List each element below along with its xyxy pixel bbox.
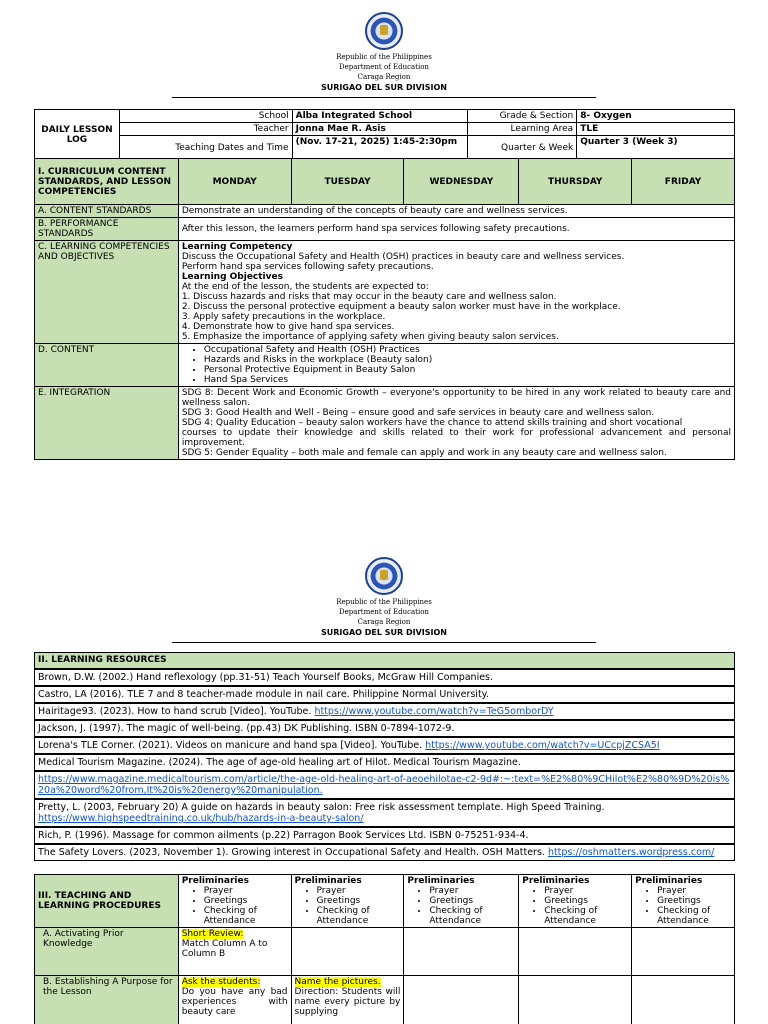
procedures-heading: III. TEACHING AND LEARNING PROCEDURES bbox=[35, 875, 179, 928]
day-wednesday: WEDNESDAY bbox=[404, 159, 519, 205]
prelim-item: • Greetings bbox=[204, 896, 288, 906]
prelim-thursday bbox=[519, 875, 632, 928]
reference-text: Jackson, J. (1997). The magic of well-being. (pp.43) DK Publishing. ISBN 0-7894-1072-9. bbox=[38, 723, 455, 734]
prelim-title: Preliminaries bbox=[522, 876, 590, 886]
reference-item bbox=[34, 720, 735, 737]
reference-text: The Safety Lovers. (2023, November 1). Growing interest in Occupational Safety and Health. OSH Matters. bbox=[38, 847, 548, 858]
performance-standards-label: B. PERFORMANCE STANDARDS bbox=[35, 218, 179, 241]
deped-seal-icon bbox=[365, 557, 403, 595]
content-item: • Occupational Safety and Health (OSH) Practices bbox=[204, 345, 731, 355]
prelim-item: • Prayer bbox=[429, 886, 515, 896]
reference-item bbox=[34, 827, 735, 844]
page2-header bbox=[0, 557, 768, 643]
prelim-title: Preliminaries bbox=[181, 876, 249, 886]
curriculum-table bbox=[34, 158, 735, 460]
objectives-title: Learning Objectives bbox=[181, 272, 283, 282]
competencies-label: C. LEARNING COMPETENCIES AND OBJECTIVES bbox=[35, 241, 179, 344]
integration-line: courses to update their knowledge and skills related to their work for professional advancement and personal improvement. bbox=[181, 428, 731, 448]
teacher-label: Teacher bbox=[119, 123, 292, 136]
establishing-friday bbox=[632, 976, 735, 1024]
prelim-item: • Prayer bbox=[544, 886, 628, 896]
procedures-table bbox=[34, 874, 735, 1024]
section1-heading: I. CURRICULUM CONTENT STANDARDS, AND LESSON COMPETENCIES bbox=[35, 159, 179, 205]
area-value: TLE bbox=[577, 123, 735, 136]
reference-text: Rich, P. (1996). Massage for common ailments (p.22) Parragon Book Services Ltd. ISBN 0-75251-934-4. bbox=[38, 830, 529, 841]
content-standards-text: Demonstrate an understanding of the concepts of beauty care and wellness services. bbox=[178, 205, 734, 218]
prelim-title: Preliminaries bbox=[294, 876, 362, 886]
competency-line: Discuss the Occupational Safety and Health (OSH) practices in beauty care and wellness services. bbox=[181, 252, 625, 262]
reference-item bbox=[34, 686, 735, 703]
establishing-thursday bbox=[519, 976, 632, 1024]
short-review-label: Short Review: bbox=[181, 929, 244, 939]
department-line: Department of Education bbox=[339, 63, 429, 71]
department-line: Department of Education bbox=[339, 608, 429, 616]
day-monday: MONDAY bbox=[178, 159, 291, 205]
prelim-item: • Greetings bbox=[317, 896, 401, 906]
reference-text: Pretty, L. (2003, February 20) A guide on hazards in beauty salon: Free risk assessment template. High Speed Training. bbox=[38, 802, 605, 813]
name-pictures-text: Direction: Students will name every picture by supplying bbox=[294, 987, 401, 1017]
prelim-friday bbox=[632, 875, 735, 928]
prelim-monday bbox=[178, 875, 291, 928]
integration-label: E. INTEGRATION bbox=[35, 387, 179, 460]
prelim-title: Preliminaries bbox=[407, 876, 475, 886]
reference-link[interactable]: https://oshmatters.wordpress.com/ bbox=[547, 847, 715, 858]
reference-text: Lorena's TLE Corner. (2021). Videos on manicure and hand spa [Video]. YouTube. bbox=[38, 740, 426, 751]
establishing-monday bbox=[178, 976, 291, 1024]
content-standards-label: A. CONTENT STANDARDS bbox=[35, 205, 179, 218]
republic-line: Republic of the Philippines bbox=[336, 53, 432, 61]
reference-text: Castro, LA (2016). TLE 7 and 8 teacher-made module in nail care. Philippine Normal University. bbox=[38, 689, 489, 700]
page1-header bbox=[0, 12, 768, 98]
establishing-tuesday bbox=[291, 976, 404, 1024]
header-divider bbox=[172, 642, 596, 643]
reference-item bbox=[34, 754, 735, 771]
integration-line: SDG 5: Gender Equality – both male and female can apply and work in any beauty care and wellness salon. bbox=[181, 448, 667, 458]
reference-link[interactable]: https://www.magazine.medicaltourism.com/article/the-age-old-healing-art-of-aeoehilotae-c2-9d#:~:text=%E2%80%9CHilot%E2%80%9D%20is%20a%20word%20from,It%20is%20energy%20manipulation. bbox=[38, 774, 730, 796]
prelim-title: Preliminaries bbox=[635, 876, 703, 886]
reference-link[interactable]: https://www.youtube.com/watch?v=UCcpjZCSA5I bbox=[425, 740, 660, 751]
prelim-item: • Prayer bbox=[204, 886, 288, 896]
quarter-value: Quarter 3 (Week 3) bbox=[577, 136, 735, 160]
prelim-item: • Checking of Attendance bbox=[657, 906, 731, 926]
content-item: • Personal Protective Equipment in Beauty Salon bbox=[204, 365, 731, 375]
quarter-label: Quarter & Week bbox=[468, 136, 577, 160]
integration-line: SDG 8: Decent Work and Economic Growth – everyone's opportunity to be hired in any work related to beauty care and wellness salon. bbox=[181, 388, 731, 408]
content-item: • Hand Spa Services bbox=[204, 375, 731, 385]
objective-line: 2. Discuss the personal protective equipment a beauty salon worker must have in the workplace. bbox=[181, 302, 621, 312]
prelim-item: • Checking of Attendance bbox=[429, 906, 515, 926]
prelim-tuesday bbox=[291, 875, 404, 928]
reference-item bbox=[34, 799, 735, 827]
short-review-text: Match Column A to Column B bbox=[181, 939, 268, 959]
prelim-item: • Prayer bbox=[657, 886, 731, 896]
establishing-wednesday bbox=[404, 976, 519, 1024]
reference-text: Medical Tourism Magazine. (2024). The age of age-old healing art of Hilot. Medical Tourism Magazine. bbox=[38, 757, 521, 768]
objective-line: At the end of the lesson, the students are expected to: bbox=[181, 282, 429, 292]
integration-line: SDG 3: Good Health and Well - Being – ensure good and safe services in beauty care and wellness salon. bbox=[181, 408, 655, 418]
performance-standards-text: After this lesson, the learners perform hand spa services following safety precautions. bbox=[178, 218, 734, 241]
day-tuesday: TUESDAY bbox=[291, 159, 404, 205]
learning-resources bbox=[34, 652, 735, 861]
grade-label: Grade & Section bbox=[468, 110, 577, 123]
prelim-item: • Checking of Attendance bbox=[544, 906, 628, 926]
republic-line: Republic of the Philippines bbox=[336, 598, 432, 606]
school-label: School bbox=[119, 110, 292, 123]
day-thursday: THURSDAY bbox=[519, 159, 632, 205]
reference-item bbox=[34, 703, 735, 720]
school-value: Alba Integrated School bbox=[292, 110, 468, 123]
header-divider bbox=[172, 97, 596, 98]
ask-students-text: Do you have any bad experiences with beauty care bbox=[181, 987, 288, 1017]
lesson-info-table bbox=[34, 109, 735, 160]
day-friday: FRIDAY bbox=[632, 159, 735, 205]
region-line: Caraga Region bbox=[357, 73, 411, 81]
ask-students-label: Ask the students: bbox=[181, 977, 261, 987]
name-pictures-label: Name the pictures. bbox=[294, 977, 381, 987]
reference-item bbox=[34, 669, 735, 686]
dates-label: Teaching Dates and Time bbox=[119, 136, 292, 160]
reference-text: Brown, D.W. (2002.) Hand reflexology (pp.31-51) Teach Yourself Books, McGraw Hill Companies. bbox=[38, 672, 494, 683]
prelim-item: • Checking of Attendance bbox=[204, 906, 288, 926]
activating-tuesday bbox=[291, 928, 404, 976]
objective-line: 3. Apply safety precautions in the workplace. bbox=[181, 312, 386, 322]
content-label: D. CONTENT bbox=[35, 344, 179, 387]
reference-link[interactable]: https://www.highspeedtraining.co.uk/hub/hazards-in-a-beauty-salon/ bbox=[38, 813, 364, 824]
competency-title: Learning Competency bbox=[181, 242, 293, 252]
division-line: SURIGAO DEL SUR DIVISION bbox=[321, 83, 447, 92]
dates-value: (Nov. 17-21, 2025) 1:45-2:30pm bbox=[292, 136, 468, 160]
content-cell bbox=[178, 344, 734, 387]
activating-thursday bbox=[519, 928, 632, 976]
prelim-item: • Checking of Attendance bbox=[317, 906, 401, 926]
activating-wednesday bbox=[404, 928, 519, 976]
log-title: DAILY LESSON LOG bbox=[35, 110, 120, 160]
establishing-label: B. Establishing A Purpose for the Lesson bbox=[35, 976, 179, 1024]
activating-label: A. Activating Prior Knowledge bbox=[35, 928, 179, 976]
resources-heading: II. LEARNING RESOURCES bbox=[34, 652, 735, 669]
reference-item bbox=[34, 844, 735, 861]
reference-item bbox=[34, 737, 735, 754]
objective-line: 5. Emphasize the importance of applying safety when giving beauty salon services. bbox=[181, 332, 559, 342]
grade-value: 8- Oxygen bbox=[577, 110, 735, 123]
competencies-cell bbox=[178, 241, 734, 344]
content-item: • Hazards and Risks in the workplace (Beauty salon) bbox=[204, 355, 731, 365]
reference-text: Hairitage93. (2023). How to hand scrub [Video]. YouTube. bbox=[38, 706, 315, 717]
prelim-item: • Prayer bbox=[317, 886, 401, 896]
activating-friday bbox=[632, 928, 735, 976]
prelim-item: • Greetings bbox=[544, 896, 628, 906]
integration-cell bbox=[178, 387, 734, 460]
objective-line: 4. Demonstrate how to give hand spa services. bbox=[181, 322, 395, 332]
prelim-item: • Greetings bbox=[657, 896, 731, 906]
reference-link[interactable]: https://www.youtube.com/watch?v=TeG5omborDY bbox=[314, 706, 554, 717]
integration-line: SDG 4: Quality Education – beauty salon workers have the chance to attend skills training and short vocational bbox=[181, 418, 683, 428]
area-label: Learning Area bbox=[468, 123, 577, 136]
objective-line: 1. Discuss hazards and risks that may occur in the beauty care and wellness salon. bbox=[181, 292, 557, 302]
region-line: Caraga Region bbox=[357, 618, 411, 626]
prelim-item: • Greetings bbox=[429, 896, 515, 906]
activating-monday bbox=[178, 928, 291, 976]
division-line: SURIGAO DEL SUR DIVISION bbox=[321, 628, 447, 637]
competency-line: Perform hand spa services following safety precautions. bbox=[181, 262, 434, 272]
reference-item bbox=[34, 771, 735, 799]
teacher-value: Jonna Mae R. Asis bbox=[292, 123, 468, 136]
deped-seal-icon bbox=[365, 12, 403, 50]
prelim-wednesday bbox=[404, 875, 519, 928]
